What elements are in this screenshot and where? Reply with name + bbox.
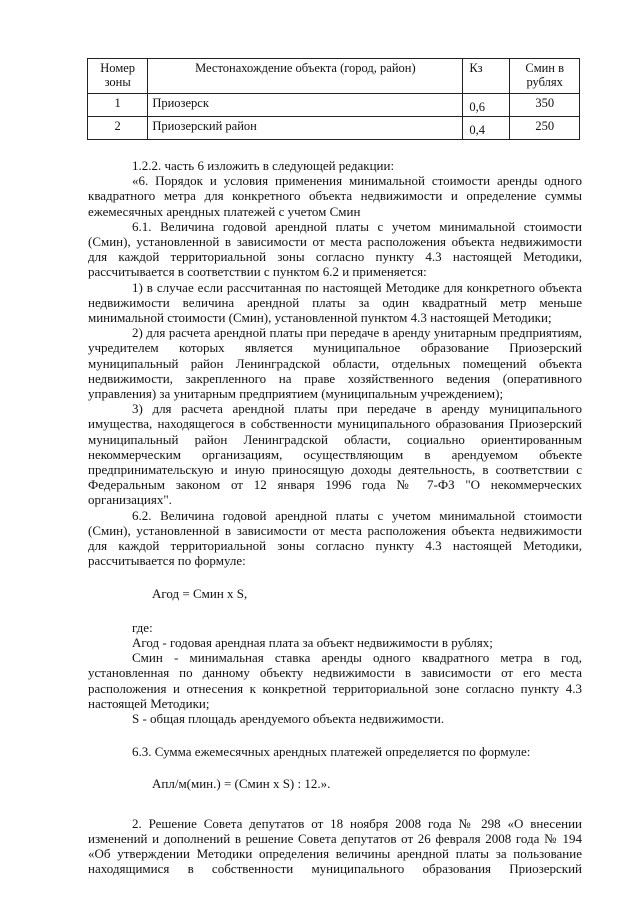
smin-cell: 250 <box>510 117 580 140</box>
where-label: где: <box>132 619 153 635</box>
definition-smin: Смин - минимальная ставка аренды одного квадратного метра в год, установленная по данному объекту недвижимости в зависимости от его места расположения и отнесения к конкретной территориальной зоне согласно пункту 4.3 настоящей Методики; <box>88 650 582 711</box>
paragraph-6-1: 6.1. Величина годовой арендной платы с учетом минимальной стоимости (Смин), установленной в зависимости от места расположения объекта недвижимости для каждой территориальной зоны согласно пункту 4.3 настоящей Методики, рассчитывается в соответствии с пунктом 6.2 и применяется: <box>88 218 582 280</box>
formula-annual-rent: Агод = Смин x S, <box>152 586 248 602</box>
header-smin: Смин в рублях <box>510 59 580 94</box>
definition-agod: Агод - годовая арендная плата за объект недвижимости в рублях; <box>132 634 493 650</box>
paragraph-6-3: 6.3. Сумма ежемесячных арендных платежей определяется по формуле: <box>132 744 531 760</box>
document-body <box>88 158 582 876</box>
header-kz: Кз <box>463 59 510 94</box>
header-location: Местонахождение объекта (город, район) <box>148 59 463 94</box>
formula-monthly-payment: Апл/м(мин.) = (Смин x S) : 12.». <box>152 776 331 792</box>
list-item-2: 2) для расчета арендной платы при передаче в аренду унитарным предприятиям, учредителем которых является муниципальное образование Приозерский муниципальный район Ленинградской области, отдельных помещений объекта недвижимости, закрепленного на праве хозяйственного ведения (оперативного управления) за унитарным предприятием (муниципальным учреждением); <box>88 325 582 402</box>
paragraph-2: 2. Решение Совета депутатов от 18 ноября 2008 года № 298 «О внесении изменений и дополнений в решение Совета депутатов от 26 февраля 2008 года № 194 «Об утверждении Методики определения величины арендной платы за пользование находящимися в собственности муниципального образования Приозерский <box>88 815 582 877</box>
list-item-1: 1) в случае если рассчитанная по настоящей Методике для конкретного объекта недвижимости величина арендной платы за один квадратный метр меньше минимальной стоимости (Смин), установленной пунктом 4.3 настоящей Методики; <box>88 279 582 326</box>
list-item-3: 3) для расчета арендной платы при передаче в аренду муниципального имущества, находящегося в собственности муниципального образования Приозерский муниципальный район Ленинградской области, социально ориентированным некоммерческим организациям, осуществляющим в арендуемом объекте предпринимательскую и иную приносящую доходы деятельность, в соответствии с Федеральным законом от 12 января 1996 года № 7-ФЗ "О некоммерческих организациях". <box>88 401 582 508</box>
zone-number-cell: 2 <box>88 117 148 140</box>
zone-number-cell: 1 <box>88 94 148 117</box>
kz-cell: 0,6 <box>463 94 510 117</box>
table-row <box>88 94 580 117</box>
zone-price-table <box>87 58 580 140</box>
section-6-heading: «6. Порядок и условия применения минимальной стоимости аренды одного квадратного метра для конкретного объекта недвижимости и определение суммы ежемесячных арендных платежей с учетом Смин <box>88 173 582 219</box>
table-header-row <box>88 59 580 94</box>
definition-s: S - общая площадь арендуемого объекта недвижимости. <box>132 710 445 726</box>
paragraph-1-2-2: 1.2.2. часть 6 изложить в следующей редакции: <box>132 158 395 173</box>
location-cell: Приозерский район <box>148 117 463 140</box>
paragraph-6-2: 6.2. Величина годовой арендной платы с учетом минимальной стоимости (Смин), установленной в зависимости от места расположения объекта недвижимости для каждой территориальной зоны согласно пункту 4.3 настоящей Методики, рассчитывается по формуле: <box>88 507 582 569</box>
smin-cell: 350 <box>510 94 580 117</box>
kz-cell: 0,4 <box>463 117 510 140</box>
table-row <box>88 117 580 140</box>
location-cell: Приозерск <box>148 94 463 117</box>
header-zone-number: Номер зоны <box>88 59 148 94</box>
